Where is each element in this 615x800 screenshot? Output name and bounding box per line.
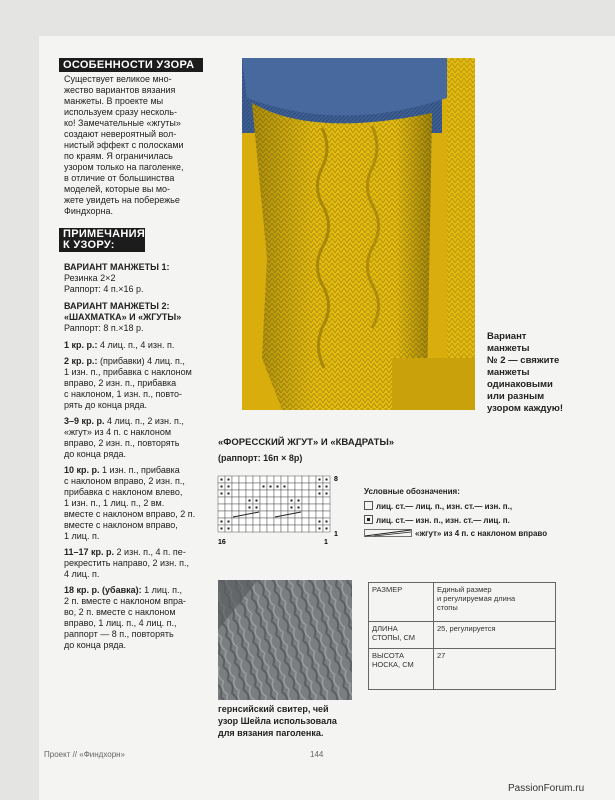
row1-label: 1 кр. р.: xyxy=(64,340,98,350)
chart-cell xyxy=(323,511,330,518)
chart-grid xyxy=(218,476,330,532)
sweater-illustration xyxy=(218,580,352,700)
chart-cell xyxy=(281,497,288,504)
purl-dot xyxy=(319,486,321,488)
purl-dot xyxy=(249,500,251,502)
chart-cell xyxy=(309,497,316,504)
row11-text: 2 изн. п., 4 п. пе- рекрестить направо, 2 изн. п., 4 лиц. п. xyxy=(64,547,189,579)
chart-cell xyxy=(309,504,316,511)
chart-cell xyxy=(267,497,274,504)
chart-cell xyxy=(281,504,288,511)
footer-project: Проект // «Финдхорн» xyxy=(44,750,126,759)
chart-cell xyxy=(260,476,267,483)
purl-dot xyxy=(298,507,300,509)
chart-cell xyxy=(309,490,316,497)
purl-dot xyxy=(319,493,321,495)
chart-cell xyxy=(260,518,267,525)
chart-cell xyxy=(302,504,309,511)
chart-cell xyxy=(225,511,232,518)
row11 xyxy=(64,547,214,580)
chart-cell xyxy=(239,525,246,532)
chart-cell xyxy=(295,525,302,532)
chart-cell xyxy=(232,525,239,532)
chart-cell xyxy=(267,476,274,483)
chart-cell xyxy=(260,525,267,532)
chart-cell xyxy=(218,497,225,504)
chart-cell xyxy=(260,497,267,504)
row18-text: 1 лиц. п., 2 п. вместе с наклоном впра- во, 2 п. вместе с наклоном вправо, 1 лиц. п., 4 лиц. п., раппорт — 8 п., повторять до конца ряда. xyxy=(64,585,186,650)
features-header: ОСОБЕННОСТИ УЗОРА xyxy=(59,58,203,72)
page-number: 144 xyxy=(310,750,324,759)
purl-dot xyxy=(221,479,223,481)
chart-cell xyxy=(232,483,239,490)
sweater-caption: гернсийский свитер, чей узор Шейла использовала для вязания паголенка. xyxy=(218,704,337,738)
purl-dot xyxy=(326,493,328,495)
photo-caption: Вариант манжеты № 2 — свяжите манжеты одинаковыми или разным узором каждую! xyxy=(487,331,564,414)
chart-label-right-top: 8 xyxy=(334,476,338,483)
purl-dot xyxy=(326,521,328,523)
size-value: Единый размер и регулируемая длина стопы xyxy=(434,583,556,622)
chart-cell xyxy=(246,525,253,532)
chart-cell xyxy=(295,490,302,497)
features-text: Существует великое мно- жество вариантов вязания манжеты. В проекте мы используем сразу несколь- ко! Замечательные «жгуты» создают невероятный вол- нистый эффект с полосками по краям. Я ограничилась узором только на паголенке, в отличие от большинства моделей, которые вы мо- жете увидеть на побережье Финдхорна. xyxy=(64,74,184,216)
variant1-line1: Резинка 2×2 xyxy=(64,273,116,283)
chart-cell xyxy=(239,490,246,497)
chart-cell xyxy=(253,525,260,532)
notes-header-line2: К УЗОРУ: xyxy=(63,239,115,251)
row2-text: (прибавки) 4 лиц. п., 1 изн. п., прибавка с наклоном вправо, 2 изн. п., прибавка с наклоном, 1 изн. п., повто- рять до конца ряда. xyxy=(64,356,192,410)
variant1-title: ВАРИАНТ МАНЖЕТЫ 1: xyxy=(64,262,170,272)
chart-cell xyxy=(295,483,302,490)
row18-label: 18 кр. р. (убавка): xyxy=(64,585,142,595)
chart-cell xyxy=(302,518,309,525)
knit-stitch-icon xyxy=(364,501,373,510)
chart-cell xyxy=(295,518,302,525)
variant2-title-2: «ШАХМАТКА» И «ЖГУТЫ» xyxy=(64,312,182,322)
legend-item-3-text: «жгут» из 4 п. с наклоном вправо xyxy=(415,529,548,538)
chart-cell xyxy=(281,476,288,483)
chart-cell xyxy=(323,504,330,511)
purl-dot xyxy=(221,528,223,530)
table-row xyxy=(369,649,556,690)
variant1-line2: Раппорт: 4 п.×16 р. xyxy=(64,284,144,294)
chart-title: «ФОРЕССКИЙ ЖГУТ» И «КВАДРАТЫ» xyxy=(218,437,395,448)
chart-cell xyxy=(323,497,330,504)
purl-dot xyxy=(319,521,321,523)
row10-text: 1 изн. п., прибавка с наклоном вправо, 2 изн. п., прибавка с наклоном влево, 1 изн. п., 1 лиц. п., 2 вм. вместе с наклоном вправо, 2 п. вместе с наклоном вправо, 1 лиц. п. xyxy=(64,465,196,541)
row3-text: 4 лиц. п., 2 изн. п., «жгут» из 4 п. с наклоном вправо, 2 изн. п., повторять до конца ряда. xyxy=(64,416,184,459)
chart-cell xyxy=(281,518,288,525)
chart-cell xyxy=(302,511,309,518)
chart-cell xyxy=(288,518,295,525)
chart-cell xyxy=(232,497,239,504)
sock-photo xyxy=(242,58,475,410)
row2 xyxy=(64,356,214,411)
chart-cell xyxy=(288,483,295,490)
purl-stitch-icon xyxy=(364,515,373,524)
chart-cell xyxy=(288,490,295,497)
watermark: PassionForum.ru xyxy=(508,783,585,794)
chart-cell xyxy=(302,483,309,490)
cable-icon xyxy=(364,529,412,537)
chart-cell xyxy=(302,497,309,504)
purl-dot xyxy=(298,500,300,502)
sock-height-label: ВЫСОТА НОСКА, СМ xyxy=(369,649,434,690)
chart-cell xyxy=(267,511,274,518)
purl-dot xyxy=(326,479,328,481)
chart-cell xyxy=(239,476,246,483)
legend-item-3 xyxy=(364,529,547,539)
chart-cell xyxy=(253,483,260,490)
chart-cell xyxy=(281,525,288,532)
chart-cell xyxy=(239,504,246,511)
sweater-photo xyxy=(218,580,352,700)
variant2-title-1: ВАРИАНТ МАНЖЕТЫ 2: xyxy=(64,301,170,311)
chart-cell xyxy=(232,490,239,497)
chart-cell xyxy=(239,483,246,490)
chart-cell xyxy=(267,504,274,511)
chart-cell xyxy=(246,490,253,497)
table-row xyxy=(369,583,556,622)
chart-cell xyxy=(218,504,225,511)
table-row xyxy=(369,622,556,649)
chart-cell xyxy=(274,476,281,483)
chart-cell xyxy=(309,518,316,525)
purl-dot xyxy=(277,486,279,488)
chart-cell xyxy=(288,476,295,483)
chart-cell xyxy=(302,525,309,532)
chart-cell xyxy=(260,504,267,511)
row10-label: 10 кр. р. xyxy=(64,465,100,475)
chart-cell xyxy=(246,476,253,483)
chart-cell xyxy=(302,476,309,483)
legend-item-1 xyxy=(364,501,512,512)
chart-cell xyxy=(260,490,267,497)
chart-cell xyxy=(274,525,281,532)
chart-cell xyxy=(225,504,232,511)
purl-dot xyxy=(221,493,223,495)
chart-cell xyxy=(218,511,225,518)
chart-cell xyxy=(253,476,260,483)
purl-dot xyxy=(326,486,328,488)
purl-dot xyxy=(249,507,251,509)
chart-cell xyxy=(267,525,274,532)
chart-cell xyxy=(281,490,288,497)
purl-dot xyxy=(256,500,258,502)
chart-cell xyxy=(316,497,323,504)
row18 xyxy=(64,585,214,651)
purl-dot xyxy=(228,479,230,481)
purl-dot xyxy=(221,521,223,523)
purl-dot xyxy=(291,507,293,509)
knitting-chart xyxy=(214,470,344,552)
chart-cell xyxy=(246,518,253,525)
purl-dot xyxy=(228,521,230,523)
chart-cell xyxy=(239,518,246,525)
chart-label-left-bottom: 16 xyxy=(218,539,226,546)
chart-cell xyxy=(274,497,281,504)
purl-dot xyxy=(291,500,293,502)
row1 xyxy=(64,340,214,351)
purl-dot xyxy=(228,486,230,488)
chart-cell xyxy=(260,511,267,518)
chart-cell xyxy=(274,490,281,497)
purl-dot xyxy=(228,493,230,495)
chart-cell xyxy=(302,490,309,497)
chart-cell xyxy=(232,476,239,483)
chart-rapport: (раппорт: 16п × 8р) xyxy=(218,453,303,463)
chart-cell xyxy=(253,490,260,497)
chart-cell xyxy=(309,483,316,490)
purl-dot xyxy=(319,528,321,530)
legend-item-2-text: лиц. ст.— изн. п., изн. ст.— лиц. п. xyxy=(376,516,510,525)
row10 xyxy=(64,465,214,542)
legend-title: Условные обозначения: xyxy=(364,487,460,496)
notes-header xyxy=(59,228,145,252)
legend-item-2 xyxy=(364,515,510,526)
chart-cell xyxy=(309,525,316,532)
chart-cell xyxy=(316,504,323,511)
chart-cell xyxy=(232,504,239,511)
size-table xyxy=(368,582,556,690)
purl-dot xyxy=(228,528,230,530)
foot-length-label: ДЛИНА СТОПЫ, СМ xyxy=(369,622,434,649)
purl-dot xyxy=(326,528,328,530)
size-label: РАЗМЕР xyxy=(369,583,434,622)
chart-cell xyxy=(288,525,295,532)
sock-illustration xyxy=(242,58,475,410)
sock-height-value: 27 xyxy=(434,649,556,690)
row2-label: 2 кр. р.: xyxy=(64,356,98,366)
chart-cell xyxy=(309,476,316,483)
chart-cell xyxy=(295,476,302,483)
chart-cell xyxy=(274,518,281,525)
variant2-rapport: Раппорт: 8 п.×18 р. xyxy=(64,323,144,333)
purl-dot xyxy=(319,479,321,481)
chart-cell xyxy=(253,518,260,525)
purl-dot xyxy=(284,486,286,488)
purl-dot xyxy=(263,486,265,488)
purl-dot xyxy=(221,486,223,488)
row11-label: 11–17 кр. р. xyxy=(64,547,115,557)
row3 xyxy=(64,416,214,460)
chart-cell xyxy=(267,518,274,525)
row1-text: 4 лиц. п., 4 изн. п. xyxy=(97,340,175,350)
chart-cell xyxy=(225,497,232,504)
foot-length-value: 25, регулируется xyxy=(434,622,556,649)
chart-cell xyxy=(316,511,323,518)
chart-cell xyxy=(267,490,274,497)
chart-label-bottom-right: 1 xyxy=(324,539,328,546)
chart-cell xyxy=(232,518,239,525)
row3-label: 3–9 кр. р. xyxy=(64,416,105,426)
purl-dot xyxy=(256,507,258,509)
chart-label-right-bottom: 1 xyxy=(334,531,338,538)
legend-item-1-text: лиц. ст.— лиц. п., изн. ст.— изн. п., xyxy=(376,502,513,511)
chart-cell xyxy=(239,497,246,504)
chart-cell xyxy=(246,483,253,490)
purl-dot xyxy=(270,486,272,488)
notes-header-line1: ПРИМЕЧАНИЯ xyxy=(63,228,146,240)
chart-cell xyxy=(274,504,281,511)
notes-body xyxy=(64,262,214,651)
chart-cell xyxy=(309,511,316,518)
